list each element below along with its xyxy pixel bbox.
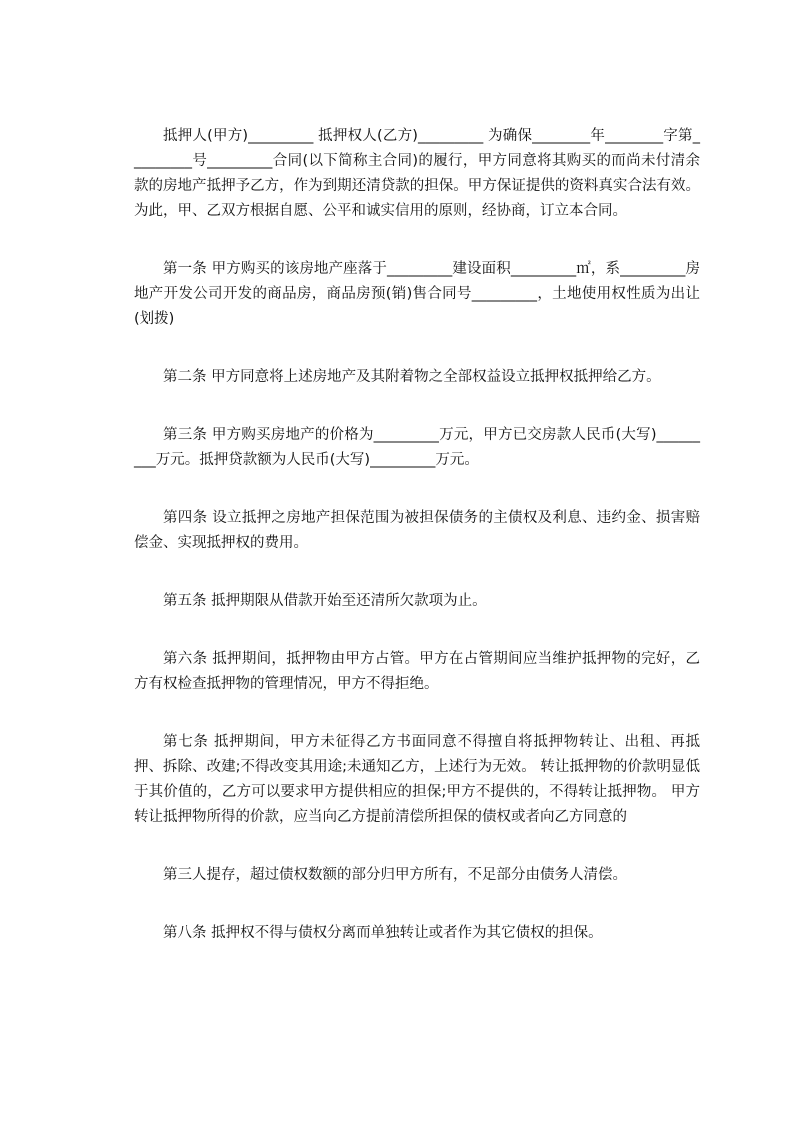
article-7-continuation-paragraph: 第三人提存，超过债权数额的部分归甲方所有，不足部分由债务人清偿。 [163, 867, 627, 883]
paragraph-spacer [134, 390, 700, 423]
paragraph-spacer [134, 556, 700, 589]
intro-paragraph: 抵押人(甲方)_________ 抵押权人(乙方)_________ 为确保________年________字第_________号_________合同(以下简称主合同)的履行，甲方同意将其购买的而尚未付清余款的房地产抵押予乙方，作为到期还清贷款的担保。甲方保证提供的资料真实合法有效。为此，甲、乙双方根据自愿、公平和诚实信用的原则，经协商，订立本合同。 [134, 128, 700, 219]
document-body [134, 124, 700, 946]
article-6-paragraph: 第六条 抵押期间，抵押物由甲方占管。甲方在占管期间应当维护抵押物的完好，乙方有权检查抵押物的管理情况，甲方不得拒绝。 [134, 651, 700, 692]
paragraph-spacer [134, 332, 700, 365]
article-4-paragraph: 第四条 设立抵押之房地产担保范围为被担保债务的主债权及利息、违约金、损害赔偿金、实现抵押权的费用。 [134, 510, 700, 551]
paragraph-spacer [134, 224, 700, 257]
article-8-paragraph: 第八条 抵押权不得与债权分离而单独转让或者作为其它债权的担保。 [163, 925, 603, 941]
paragraph-spacer [134, 697, 700, 730]
article-5-paragraph: 第五条 抵押期限从借款开始至还清所欠款项为止。 [163, 593, 487, 609]
paragraph-spacer [134, 614, 700, 647]
article-7-paragraph: 第七条 抵押期间，甲方未征得乙方书面同意不得擅自将抵押物转让、出租、再抵押、拆除、改建;不得改变其用途;未通知乙方，上述行为无效。 转让抵押物的价款明显低于其价值的，乙方可以要求甲方提供相应的担保;甲方不提供的，不得转让抵押物。 甲方转让抵押物所得的价款，应当向乙方提前清偿所担保的债权或者向乙方同意的 [134, 734, 700, 825]
paragraph-spacer [134, 473, 700, 506]
paragraph-spacer [134, 888, 700, 921]
paragraph-spacer [134, 830, 700, 863]
article-1-paragraph: 第一条 甲方购买的该房地产座落于_________建设面积_________㎡，系_________房地产开发公司开发的商品房，商品房预(销)售合同号_________，土地使用权性质为出让(划拨) [134, 261, 700, 327]
article-3-paragraph: 第三条 甲方购买房地产的价格为_________万元，甲方已交房款人民币(大写)_________万元。抵押贷款额为人民币(大写)_________万元。 [134, 427, 700, 468]
article-2-paragraph: 第二条 甲方同意将上述房地产及其附着物之全部权益设立抵押权抵押给乙方。 [163, 369, 661, 385]
